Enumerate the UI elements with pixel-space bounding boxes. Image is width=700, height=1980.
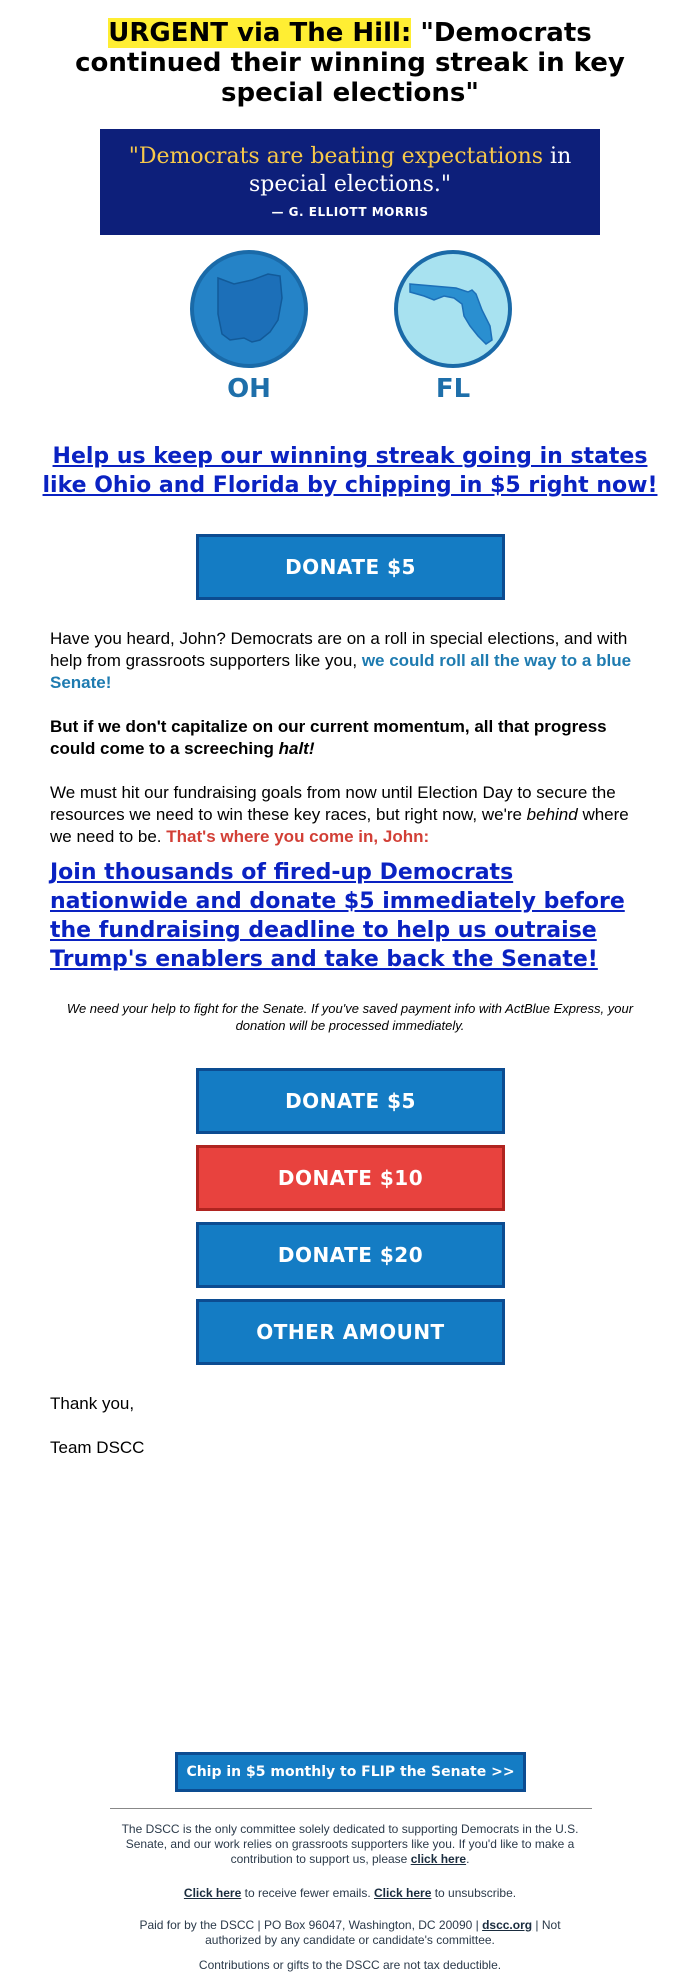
fewer-emails-link[interactable]: Click here xyxy=(183,1886,242,1900)
footer-about-end: . xyxy=(466,1852,470,1866)
ohio-map-icon xyxy=(194,254,304,364)
state-ohio xyxy=(186,250,312,404)
headline xyxy=(40,18,660,108)
p3-italic: behind xyxy=(526,805,578,824)
state-label-fl: FL xyxy=(435,374,471,404)
state-label-oh: OH xyxy=(227,374,271,404)
banner-attribution: — G. ELLIOTT MORRIS xyxy=(271,205,429,219)
donate-5-button[interactable]: DONATE $5 xyxy=(196,1068,505,1134)
p3-emphasis: That's where you come in, John: xyxy=(166,827,430,846)
p1-text: Have you heard, John? Democrats are on a roll in special elections, and with help from grassroots supporters like you, xyxy=(50,629,628,670)
unsubscribe-text: to unsubscribe. xyxy=(431,1886,517,1900)
p1-emphasis: we could roll all the way to a blue Senate! xyxy=(50,651,632,692)
state-florida xyxy=(390,250,516,404)
contribute-link[interactable]: click here xyxy=(410,1852,467,1866)
footer-tax-note: Contributions or gifts to the DSCC are not tax deductible. xyxy=(198,1958,502,1972)
paid-for-text: Paid for by the DSCC | PO Box 96047, Washington, DC 20090 | xyxy=(139,1918,483,1932)
quote-banner xyxy=(100,129,600,235)
paragraph-1 xyxy=(50,628,650,694)
footer-divider xyxy=(110,1808,592,1809)
footer-about-text: The DSCC is the only committee solely dedicated to supporting Democrats in the U.S. Senate, and our work relies on grassroots supporters like you. If you'd like to make a contribution to support us, please xyxy=(121,1822,579,1866)
headline-highlight: URGENT via The Hill: xyxy=(108,18,412,48)
other-amount-button[interactable]: OTHER AMOUNT xyxy=(196,1299,505,1365)
p2-text: But if we don't capitalize on our current momentum, all that progress could come to a screeching xyxy=(50,717,607,758)
florida-circle xyxy=(394,250,512,368)
signoff-team: Team DSCC xyxy=(50,1438,145,1457)
chip-in-monthly-button[interactable]: Chip in $5 monthly to FLIP the Senate >> xyxy=(175,1752,526,1792)
paragraph-2 xyxy=(50,716,650,760)
headline-text: "Democrats continued their winning streak in key special elections" xyxy=(75,18,625,108)
footer-about xyxy=(120,1822,580,1867)
dscc-site-link[interactable]: dscc.org xyxy=(482,1918,533,1932)
signoff-thanks: Thank you, xyxy=(50,1394,135,1413)
p3-text-a: We must hit our fundraising goals from now until Election Day to secure the resources we need to win these key races, but right now, we're xyxy=(50,783,616,824)
paid-for-text-b: | Not authorized by any candidate or candidate's committee. xyxy=(205,1918,561,1947)
quote-rest: in special elections." xyxy=(249,144,572,197)
donate-10-button[interactable]: DONATE $10 xyxy=(196,1145,505,1211)
banner-quote xyxy=(100,143,600,199)
fewer-emails-text: to receive fewer emails. xyxy=(241,1886,374,1900)
quote-mark: " xyxy=(128,144,139,169)
quote-highlight: Democrats are beating expectations xyxy=(138,144,544,169)
cta-top-link[interactable]: Help us keep our winning streak going in states like Ohio and Florida by chipping in $5 right now! xyxy=(42,444,658,498)
paragraph-3 xyxy=(50,782,650,848)
ohio-circle xyxy=(190,250,308,368)
donate-20-button[interactable]: DONATE $20 xyxy=(196,1222,505,1288)
p2-emphasis: halt! xyxy=(278,739,315,758)
donate-5-top-button[interactable]: DONATE $5 xyxy=(196,534,505,600)
florida-map-icon xyxy=(398,254,508,364)
cta-main-link[interactable]: Join thousands of fired-up Democrats nationwide and donate $5 immediately before the fundraising deadline to help us outraise Trump's enablers and take back the Senate! xyxy=(50,860,625,972)
footer-email-prefs xyxy=(120,1886,580,1901)
footer-paid-for xyxy=(120,1918,580,1948)
unsubscribe-link[interactable]: Click here xyxy=(374,1886,432,1900)
actblue-note: We need your help to fight for the Senate. If you've saved payment info with ActBlue Express, your donation will be processed immediately. xyxy=(66,1001,634,1033)
p3-text-c: where we need to be. xyxy=(50,805,629,846)
